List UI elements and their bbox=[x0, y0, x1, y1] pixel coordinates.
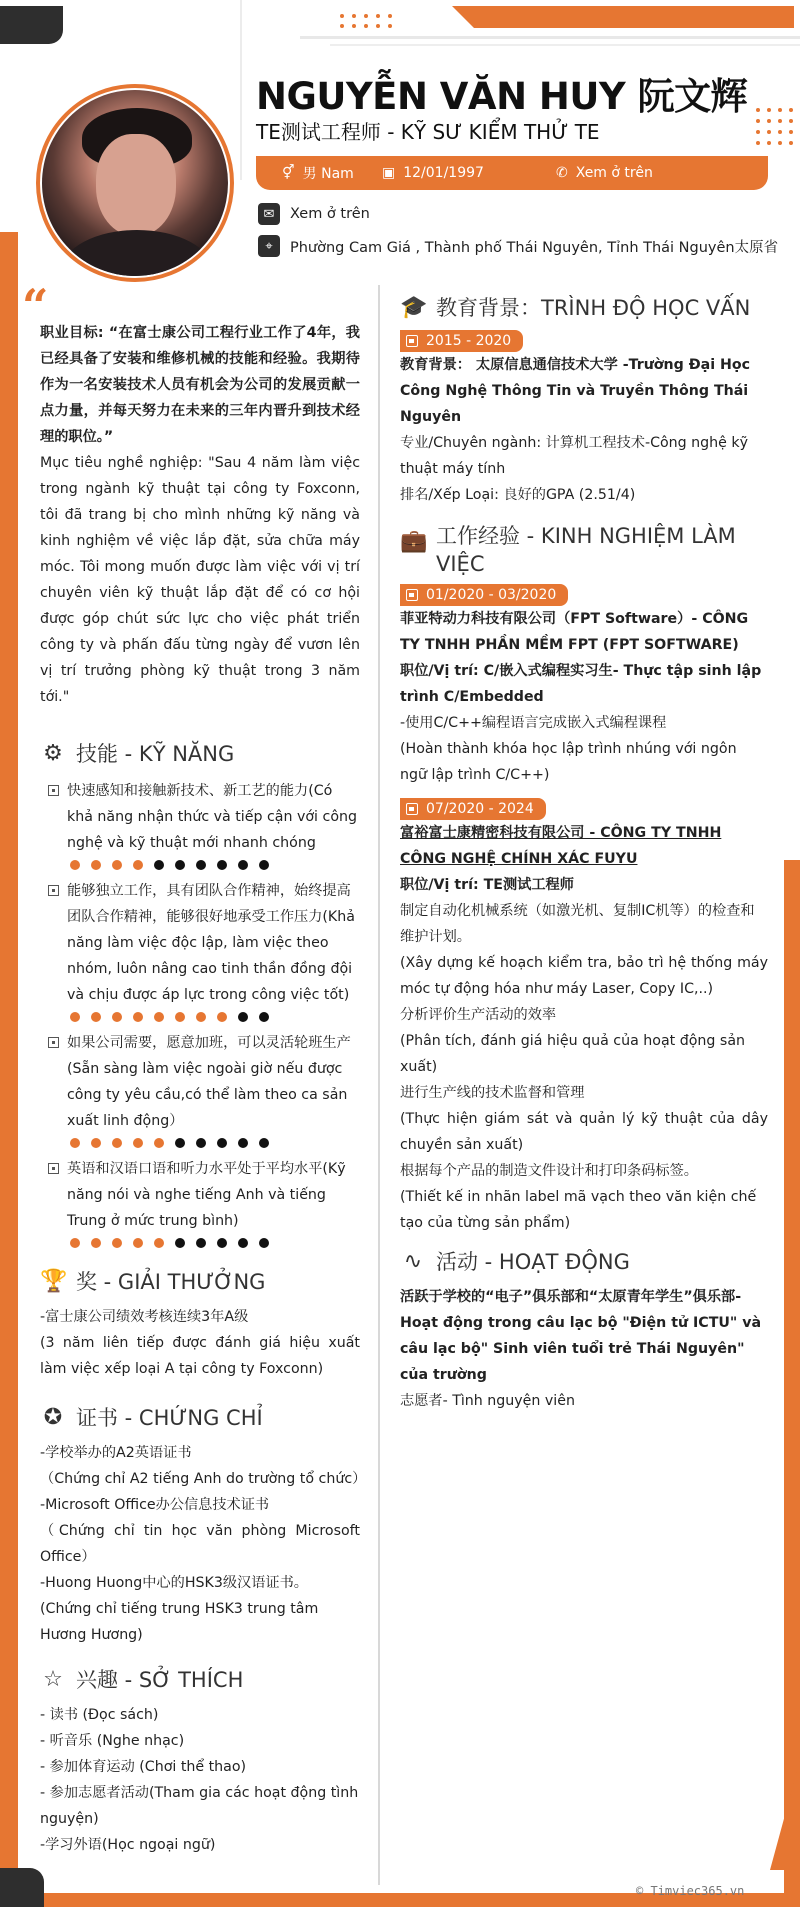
gpa: 排名/Xếp Loại: 良好的GPA (2.51/4) bbox=[400, 487, 636, 503]
candidate-name: NGUYỄN VĂN HUY 阮文辉 bbox=[256, 75, 748, 118]
rating-dot-filled bbox=[154, 1012, 164, 1022]
rating-dot-filled bbox=[154, 1238, 164, 1248]
top-accent-band bbox=[452, 6, 794, 28]
skills-title: 技能 - KỸ NĂNG bbox=[76, 742, 235, 766]
rating-dot-filled bbox=[154, 1138, 164, 1148]
skill-text: 如果公司需要，愿意加班，可以灵活轮班生产(Sẵn sàng làm việc ngoài giờ nếu được công ty yêu cầu,có thể làm theo ca sản xuất linh động） bbox=[67, 1035, 351, 1129]
experience-heading bbox=[400, 522, 768, 578]
activity-main: 活跃于学校的“电子”俱乐部和“太原青年学生”俱乐部- Hoạt động trong câu lạc bộ "Điện tử ICTU" và câu lạc bộ" Sinh viên tuổi trẻ Thái Nguyên" của trường bbox=[400, 1289, 762, 1383]
school-name: 教育背景： 太原信息通信技术大学 -Trường Đại Học Công Nghệ Thông Tin và Truyền Thông Thái Nguyên bbox=[400, 357, 751, 425]
address-value: Phường Cam Giá , Thành phố Thái Nguyên, Tỉnh Thái Nguyên太原省 bbox=[290, 239, 779, 256]
rating-dot-empty bbox=[217, 860, 227, 870]
calendar-icon bbox=[406, 335, 418, 347]
job-detail: -使用C/C++编程语言完成嵌入式编程课程 bbox=[400, 715, 667, 731]
job-date: 07/2020 - 2024 bbox=[426, 801, 534, 817]
experience-title: 工作经验 - KINH NGHIỆM LÀM VIỆC bbox=[436, 524, 736, 576]
avatar bbox=[42, 90, 228, 276]
rating-dot-filled bbox=[112, 1138, 122, 1148]
activities-list bbox=[400, 1284, 768, 1414]
column-divider bbox=[378, 285, 380, 1885]
left-accent-bar bbox=[0, 232, 18, 1882]
rating-dot-empty bbox=[259, 1012, 269, 1022]
rating-dot-filled bbox=[133, 1012, 143, 1022]
rating-dot-filled bbox=[217, 1012, 227, 1022]
job-detail: (Xây dựng kế hoạch kiểm tra, bảo trì hệ thống máy móc tự động hóa như máy Laser, Copy IC,..) bbox=[400, 955, 768, 997]
skills-list bbox=[40, 778, 360, 1248]
gender-item bbox=[282, 163, 354, 183]
rating-dot-filled bbox=[133, 860, 143, 870]
job-detail: 制定自动化机械系统（如激光机、复制IC机等）的检查和维护计划。 bbox=[400, 903, 755, 945]
awards-heading bbox=[40, 1268, 360, 1296]
rating-dot-filled bbox=[70, 1012, 80, 1022]
email-row bbox=[258, 203, 370, 225]
contact-bar bbox=[256, 156, 768, 190]
rating-dot-filled bbox=[70, 860, 80, 870]
rating-dot-filled bbox=[91, 1238, 101, 1248]
phone-icon: ✆ bbox=[556, 165, 568, 181]
mail-icon: ✉ bbox=[258, 203, 280, 225]
briefcase-icon: 💼 bbox=[400, 529, 428, 554]
job-detail: (Hoàn thành khóa học lập trình nhúng với ngôn ngữ lập trình C/C++) bbox=[400, 741, 737, 783]
rating-dot-empty bbox=[238, 1138, 248, 1148]
job-detail: 根据每个产品的制造文件设计和打印条码标签。 bbox=[400, 1163, 698, 1179]
quote-icon: “ bbox=[22, 279, 49, 333]
rating-dot-filled bbox=[112, 1238, 122, 1248]
rating-dot-filled bbox=[91, 1138, 101, 1148]
footer-credit: © Timviec365.vn bbox=[636, 1884, 745, 1898]
rating-dot-empty bbox=[175, 1138, 185, 1148]
dot-pattern bbox=[756, 108, 793, 145]
address-row bbox=[258, 235, 778, 257]
right-accent-bar bbox=[784, 860, 800, 1900]
rating-dot-empty bbox=[217, 1238, 227, 1248]
rating-dot-empty bbox=[238, 1012, 248, 1022]
gender-value: 男 Nam bbox=[302, 166, 354, 182]
phone-item bbox=[556, 165, 653, 181]
date-badge bbox=[400, 330, 523, 352]
activity-icon: ∿ bbox=[403, 1249, 423, 1274]
award-line: -富士康公司绩效考核连续3年A级 bbox=[40, 1309, 249, 1325]
certificate-line: (Chứng chỉ tiếng trung HSK3 trung tâm Hương Hương) bbox=[40, 1601, 319, 1643]
company-name: 菲亚特动力科技有限公司（FPT Software）- CÔNG TY TNHH PHẦN MỀM FPT (FPT SOFTWARE) bbox=[400, 611, 749, 653]
job-entry bbox=[400, 798, 768, 1236]
job-entry bbox=[400, 584, 768, 788]
rating-dot-filled bbox=[70, 1138, 80, 1148]
job-position: 职位/Vị trí: C/嵌入式编程实习生- Thực tập sinh lập trình C/Embedded bbox=[400, 663, 762, 705]
divider bbox=[240, 0, 242, 180]
certificate-line: （Chứng chỉ tin học văn phòng Microsoft Office） bbox=[40, 1523, 360, 1565]
activity-sub: 志愿者- Tình nguyện viên bbox=[400, 1393, 575, 1409]
rating-dot-filled bbox=[70, 1238, 80, 1248]
hobby-item: -学习外语(Học ngoại ngữ) bbox=[40, 1837, 216, 1853]
rating-dot-empty bbox=[175, 1238, 185, 1248]
left-column bbox=[22, 279, 367, 1858]
certificates-list bbox=[40, 1440, 367, 1648]
calendar-icon bbox=[406, 803, 418, 815]
company-name: 富裕富士康精密科技有限公司 - CÔNG TY TNHH CÔNG NGHỆ CHÍNH XÁC FUYU bbox=[400, 825, 722, 867]
skill-rating bbox=[70, 1138, 360, 1148]
awards-title: 奖 - GIẢI THƯỞNG bbox=[76, 1270, 266, 1294]
hobby-item: - 听音乐 (Nghe nhạc) bbox=[40, 1733, 185, 1749]
certificate-line: （Chứng chỉ A2 tiếng Anh do trường tổ chức） bbox=[40, 1471, 367, 1487]
job-detail: 进行生产线的技术监督和管理 bbox=[400, 1085, 585, 1101]
rating-dot-filled bbox=[91, 860, 101, 870]
education-date: 2015 - 2020 bbox=[426, 333, 512, 349]
award-line: (3 năm liên tiếp được đánh giá hiệu xuất làm việc xếp loại A tại công ty Foxconn) bbox=[40, 1335, 360, 1377]
rating-dot-empty bbox=[196, 860, 206, 870]
rating-dot-filled bbox=[112, 1012, 122, 1022]
hobbies-list bbox=[40, 1702, 360, 1858]
awards-list bbox=[40, 1304, 360, 1382]
bullet-icon bbox=[48, 1163, 59, 1174]
birthdate-value: 12/01/1997 bbox=[403, 165, 484, 181]
date-badge bbox=[400, 798, 546, 820]
skill-text: 能够独立工作，具有团队合作精神，始终提高团队合作精神，能够很好地承受工作压力(Khả năng làm việc độc lập, làm việc theo nhóm, luôn nâng cao tinh thần đồng đội và chịu được áp lực trong công việc tốt) bbox=[67, 883, 355, 1003]
trophy-icon: 🏆 bbox=[40, 1269, 68, 1294]
gear-icon: ⚙ bbox=[43, 741, 63, 766]
certificate-line: -Microsoft Office办公信息技术证书 bbox=[40, 1497, 270, 1513]
bullet-icon bbox=[48, 785, 59, 796]
rating-dot-empty bbox=[196, 1138, 206, 1148]
calendar-icon: ▣ bbox=[382, 165, 396, 181]
skill-item bbox=[40, 778, 360, 870]
hobby-item: - 参加志愿者活动(Tham gia các hoạt động tình nguyện) bbox=[40, 1785, 359, 1827]
activities-title: 活动 - HOẠT ĐỘNG bbox=[436, 1250, 630, 1274]
divider bbox=[300, 36, 800, 39]
skill-text: 英语和汉语口语和听力水平处于平均水平(Kỹ năng nói và nghe tiếng Anh và tiếng Trung ở mức trung bình) bbox=[67, 1161, 346, 1229]
rating-dot-empty bbox=[259, 860, 269, 870]
hobbies-title: 兴趣 - SỞ THÍCH bbox=[76, 1668, 244, 1692]
rating-dot-empty bbox=[259, 1238, 269, 1248]
gender-icon: ⚥ bbox=[282, 165, 295, 181]
skill-item bbox=[40, 878, 360, 1022]
skill-text: 快速感知和接触新技术、新工艺的能力(Có khả năng nhận thức và tiếp cận với công nghệ và kỹ thuật mới nhanh chóng bbox=[67, 783, 357, 851]
star-icon: ☆ bbox=[43, 1667, 63, 1692]
certificates-title: 证书 - CHỨNG CHỈ bbox=[76, 1406, 263, 1430]
rating-dot-filled bbox=[196, 1012, 206, 1022]
graduation-cap-icon: 🎓 bbox=[400, 295, 428, 320]
rating-dot-empty bbox=[154, 860, 164, 870]
rating-dot-empty bbox=[259, 1138, 269, 1148]
skill-item bbox=[40, 1156, 360, 1248]
dot-pattern bbox=[340, 14, 392, 28]
objective-vi: Mục tiêu nghề nghiệp: "Sau 4 năm làm việc trong ngành kỹ thuật tại công ty Foxconn, tôi đã trang bị cho mình những kỹ năng và kinh nghiệm về việc lắp đặt, sửa chữa máy móc. Tôi mong muốn được làm việc với vị trí chuyên viên kỹ thuật lắp đặt để có cơ hội được góp chút sức lực cho việc phát triển công ty và phấn đấu từng ngày để vươn lên vị trí trưởng phòng kỹ thuật trong 3 năm tới." bbox=[40, 455, 360, 705]
rating-dot-empty bbox=[238, 1238, 248, 1248]
rating-dot-empty bbox=[196, 1238, 206, 1248]
rating-dot-empty bbox=[238, 860, 248, 870]
location-pin-icon: ⌖ bbox=[258, 235, 280, 257]
certificate-line: -学校举办的A2英语证书 bbox=[40, 1445, 192, 1461]
rating-dot-filled bbox=[91, 1012, 101, 1022]
rating-dot-filled bbox=[175, 1012, 185, 1022]
job-detail: (Phân tích, đánh giá hiệu quả của hoạt động sản xuất) bbox=[400, 1033, 746, 1075]
skill-rating bbox=[70, 1012, 360, 1022]
skill-rating bbox=[70, 860, 360, 870]
major: 专业/Chuyên ngành: 计算机工程技术-Công nghệ kỹ thuật máy tính bbox=[400, 435, 749, 477]
calendar-icon bbox=[406, 589, 418, 601]
hobby-item: - 读书 (Đọc sách) bbox=[40, 1707, 159, 1723]
divider bbox=[330, 44, 800, 46]
education-entry bbox=[400, 330, 768, 508]
activities-heading bbox=[400, 1248, 768, 1276]
skill-rating bbox=[70, 1238, 360, 1248]
hobby-item: - 参加体育运动 (Chơi thể thao) bbox=[40, 1759, 247, 1775]
job-detail: 分析评价生产活动的效率 bbox=[400, 1007, 557, 1023]
rating-dot-filled bbox=[133, 1238, 143, 1248]
job-position: 职位/Vị trí: TE测试工程师 bbox=[400, 877, 574, 893]
skills-heading bbox=[40, 740, 360, 768]
job-detail: (Thiết kế in nhãn label mã vạch theo văn kiện chế tạo của từng sản phẩm) bbox=[400, 1189, 757, 1231]
skill-item bbox=[40, 1030, 360, 1148]
education-heading bbox=[400, 294, 768, 322]
education-title: 教育背景：TRÌNH ĐỘ HỌC VẤN bbox=[436, 296, 751, 320]
job-date: 01/2020 - 03/2020 bbox=[426, 587, 557, 603]
corner-decoration bbox=[0, 1868, 44, 1907]
right-column bbox=[400, 290, 768, 1414]
email-value: Xem ở trên bbox=[290, 206, 370, 222]
rating-dot-empty bbox=[217, 1138, 227, 1148]
job-title: TE测试工程师 - KỸ SƯ KIỂM THỬ TE bbox=[256, 120, 600, 144]
rating-dot-filled bbox=[133, 1138, 143, 1148]
certificate-line: -Huong Huong中心的HSK3级汉语证书。 bbox=[40, 1575, 308, 1591]
medal-icon: ✪ bbox=[43, 1405, 63, 1430]
bullet-icon bbox=[48, 885, 59, 896]
corner-decoration bbox=[0, 6, 63, 44]
date-badge bbox=[400, 584, 568, 606]
bullet-icon bbox=[48, 1037, 59, 1048]
birthdate-item bbox=[382, 165, 484, 181]
rating-dot-empty bbox=[175, 860, 185, 870]
objective-zh: 职业目标: “在富士康公司工程行业工作了4年，我已经具备了安装和维修机械的技能和经验。我期待作为一名安装技术人员有机会为公司的发展贡献一点力量，并每天努力在未来的三年内晋升到技术经理的职位。” bbox=[40, 325, 360, 445]
job-detail: (Thực hiện giám sát và quản lý kỹ thuật của dây chuyền sản xuất) bbox=[400, 1111, 768, 1153]
phone-value: Xem ở trên bbox=[575, 165, 653, 181]
certificates-heading bbox=[40, 1404, 360, 1432]
rating-dot-filled bbox=[112, 860, 122, 870]
hobbies-heading bbox=[40, 1666, 360, 1694]
